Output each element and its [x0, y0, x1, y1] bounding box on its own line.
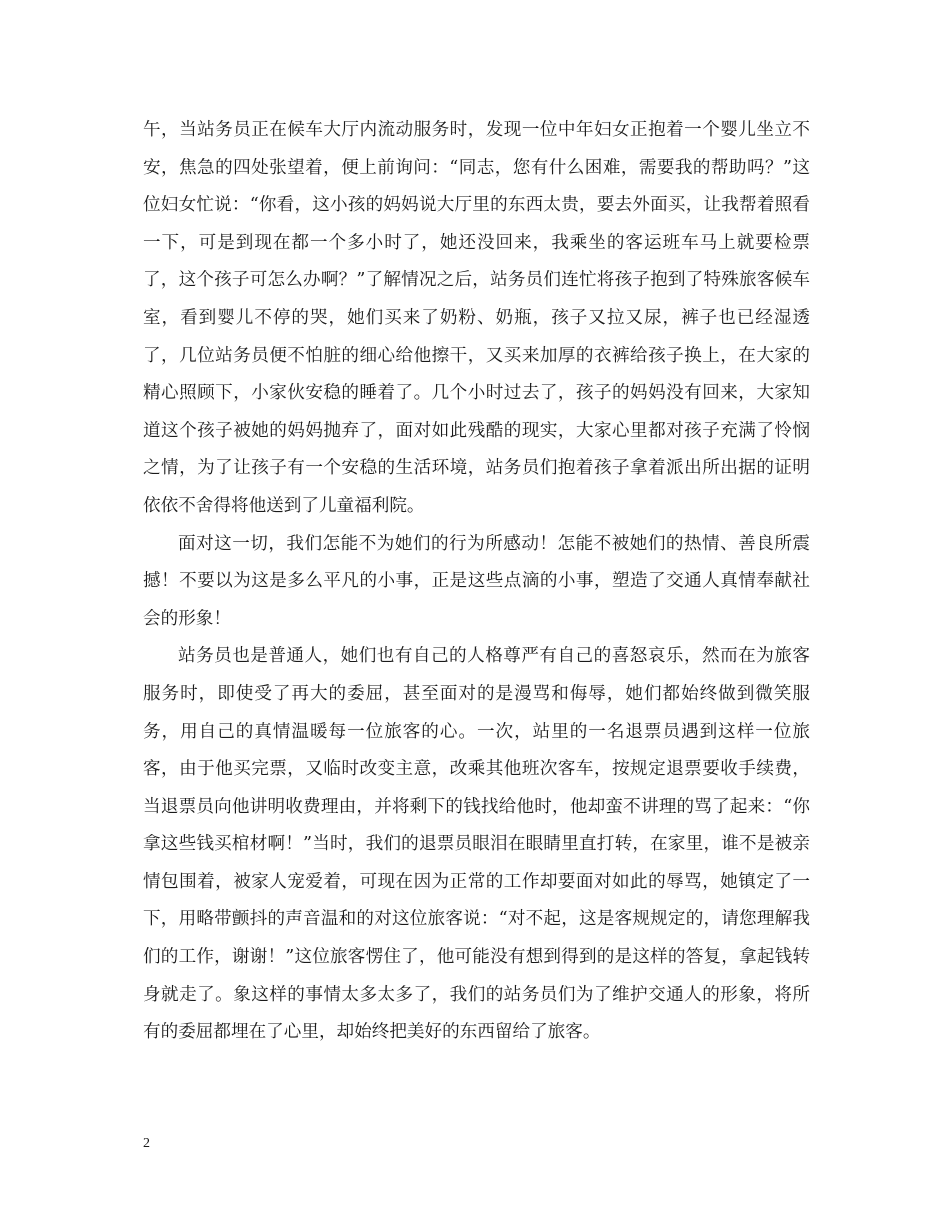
paragraph-continuation: 午，当站务员正在候车大厅内流动服务时，发现一位中年妇女正抱着一个婴儿坐立不安，焦急的四处张望着，便上前询问：“同志，您有什么困难，需要我的帮助吗？”这位妇女忙说：“你看，这小孩的妈妈说大厅里的东西太贵，要去外面买，让我帮着照看一下，可是到现在都一个多小时了，她还没回来，我乘坐的客运班车马上就要检票了，这个孩子可怎么办啊？”了解情况之后，站务员们连忙将孩子抱到了特殊旅客候车室，看到婴儿不停的哭，她们买来了奶粉、奶瓶，孩子又拉又尿，裤子也已经湿透了，几位站务员便不怕脏的细心给他擦干，又买来加厚的衣裤给孩子换上，在大家的精心照顾下，小家伙安稳的睡着了。几个小时过去了，孩子的妈妈没有回来，大家知道这个孩子被她的妈妈抛弃了，面对如此残酷的现实，大家心里都对孩子充满了怜悯之情，为了让孩子有一个安稳的生活环境，站务员们抱着孩子拿着派出所出据的证明依依不舍得将他送到了儿童福利院。 — [143, 120, 810, 516]
paragraph-refund-story: 站务员也是普通人，她们也有自己的人格尊严有自己的喜怒哀乐，然而在为旅客服务时，即使受了再大的委屈，甚至面对的是漫骂和侮辱，她们都始终做到微笑服务，用自己的真情温暖每一位旅客的心。一次，站里的一名退票员遇到这样一位旅客，由于他买完票，又临时改变主意，改乘其他班次客车，按规定退票要收手续费，当退票员向他讲明收费理由，并将剩下的钱找给他时，他却蛮不讲理的骂了起来：“你拿这些钱买棺材啊！”当时，我们的退票员眼泪在眼睛里直打转，在家里，谁不是被亲情包围着，被家人宠爱着，可现在因为正常的工作却要面对如此的辱骂，她镇定了一下，用略带颤抖的声音温和的对这位旅客说：“对不起，这是客规规定的，请您理解我们的工作，谢谢！”这位旅客愣住了，他可能没有想到得到的是这样的答复，拿起钱转身就走了。象这样的事情太多太多了，我们的站务员们为了维护交通人的形象，将所有的委屈都埋在了心里，却始终把美好的东西留给了旅客。 — [143, 646, 810, 1043]
page-number: 2 — [143, 1136, 150, 1151]
body-text — [143, 112, 810, 1052]
paragraph-reflection: 面对这一切，我们怎能不为她们的行为所感动！怎能不被她们的热情、善良所震撼！不要以为这是多么平凡的小事，正是这些点滴的小事，塑造了交通人真情奉献社会的形象！ — [143, 533, 810, 629]
